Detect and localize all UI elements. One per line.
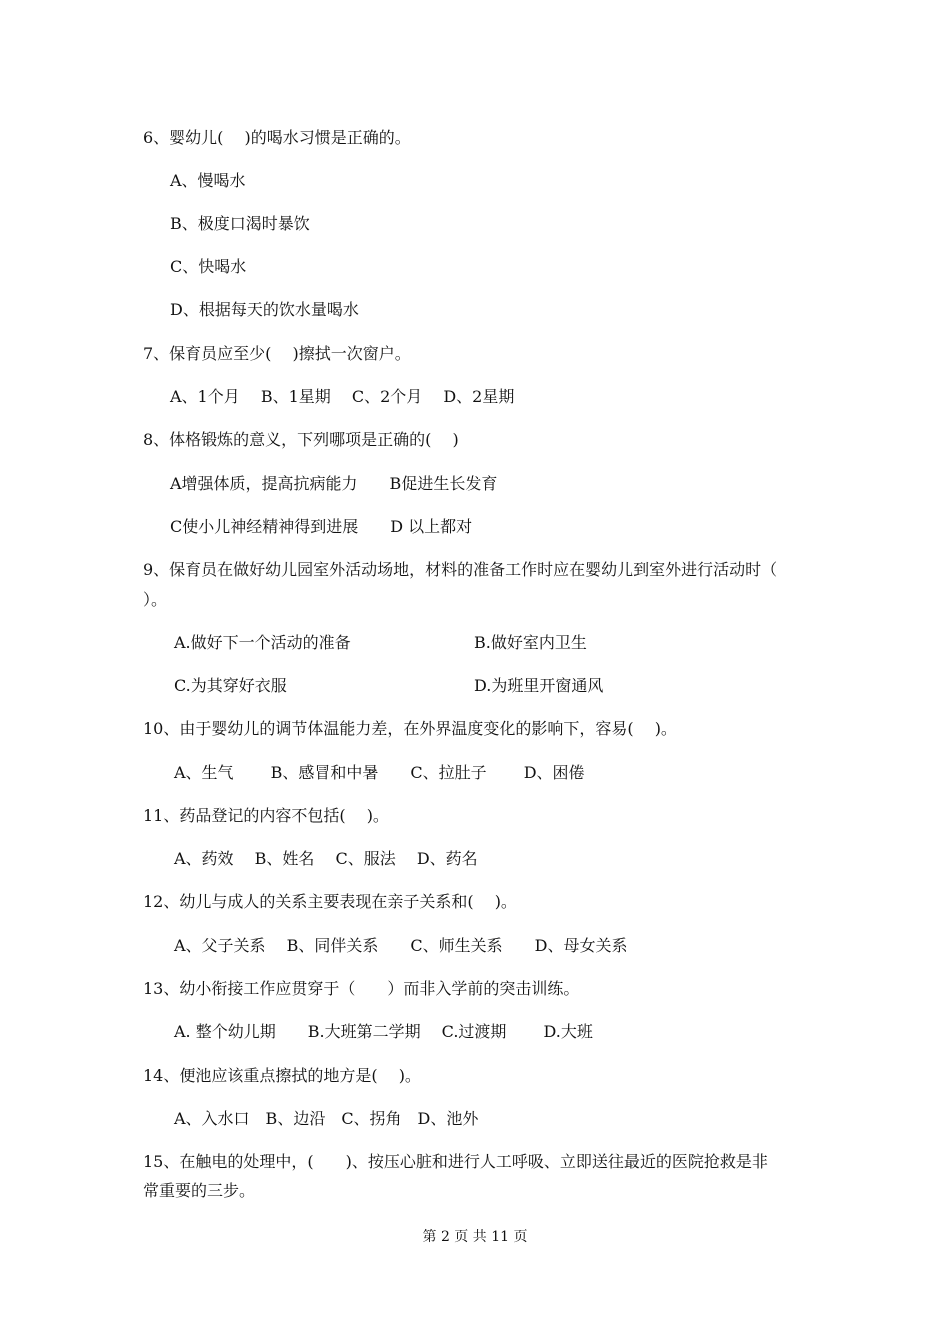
question-7: 7、保育员应至少( )擦拭一次窗户。 <box>143 344 411 363</box>
question-11: 11、药品登记的内容不包括( )。 <box>143 806 389 825</box>
question-9-cont: ）。 <box>143 590 168 609</box>
option-6c: C、快喝水 <box>170 257 247 276</box>
question-14: 14、便池应该重点擦拭的地方是( )。 <box>143 1066 421 1085</box>
option-9b: B.做好室内卫生 <box>474 633 587 652</box>
question-8: 8、体格锻炼的意义，下列哪项是正确的( ) <box>143 430 459 449</box>
option-9c: C.为其穿好衣服 <box>174 676 287 695</box>
question-10: 10、由于婴幼儿的调节体温能力差，在外界温度变化的影响下，容易( )。 <box>143 719 677 738</box>
options-14: A、入水口 B、边沿 C、拐角 D、池外 <box>174 1109 479 1128</box>
option-6d: D、根据每天的饮水量喝水 <box>170 300 359 319</box>
question-6: 6、婴幼儿( )的喝水习惯是正确的。 <box>143 128 411 147</box>
options-12: A、父子关系 B、同伴关系 C、师生关系 D、母女关系 <box>174 936 628 955</box>
question-12: 12、幼儿与成人的关系主要表现在亲子关系和( )。 <box>143 892 517 911</box>
option-9a: A.做好下一个活动的准备 <box>174 633 351 652</box>
option-6b: B、极度口渴时暴饮 <box>170 214 310 233</box>
question-9: 9、保育员在做好幼儿园室外活动场地，材料的准备工作时应在婴幼儿到室外进行活动时（ <box>143 560 778 579</box>
question-13: 13、幼小衔接工作应贯穿于（ ）而非入学前的突击训练。 <box>143 979 580 998</box>
option-6a: A、慢喝水 <box>170 171 246 190</box>
options-7: A、1个月 B、1星期 C、2个月 D、2星期 <box>170 387 515 406</box>
question-15: 15、在触电的处理中，( )、按压心脏和进行人工呼吸、立即送往最近的医院抢救是非 <box>143 1152 768 1171</box>
options-11: A、药效 B、姓名 C、服法 D、药名 <box>174 849 478 868</box>
options-13: A. 整个幼儿期 B.大班第二学期 C.过渡期 D.大班 <box>174 1022 593 1041</box>
page-footer: 第 2 页 共 11 页 <box>422 1229 528 1245</box>
options-8-line2: C使小儿神经精神得到进展 D 以上都对 <box>170 517 473 536</box>
options-8-line1: A增强体质，提高抗病能力 B促进生长发育 <box>170 474 498 493</box>
options-10: A、生气 B、感冒和中暑 C、拉肚子 D、困倦 <box>174 763 585 782</box>
question-15-cont: 常重要的三步。 <box>143 1181 256 1200</box>
option-9d: D.为班里开窗通风 <box>474 676 604 695</box>
